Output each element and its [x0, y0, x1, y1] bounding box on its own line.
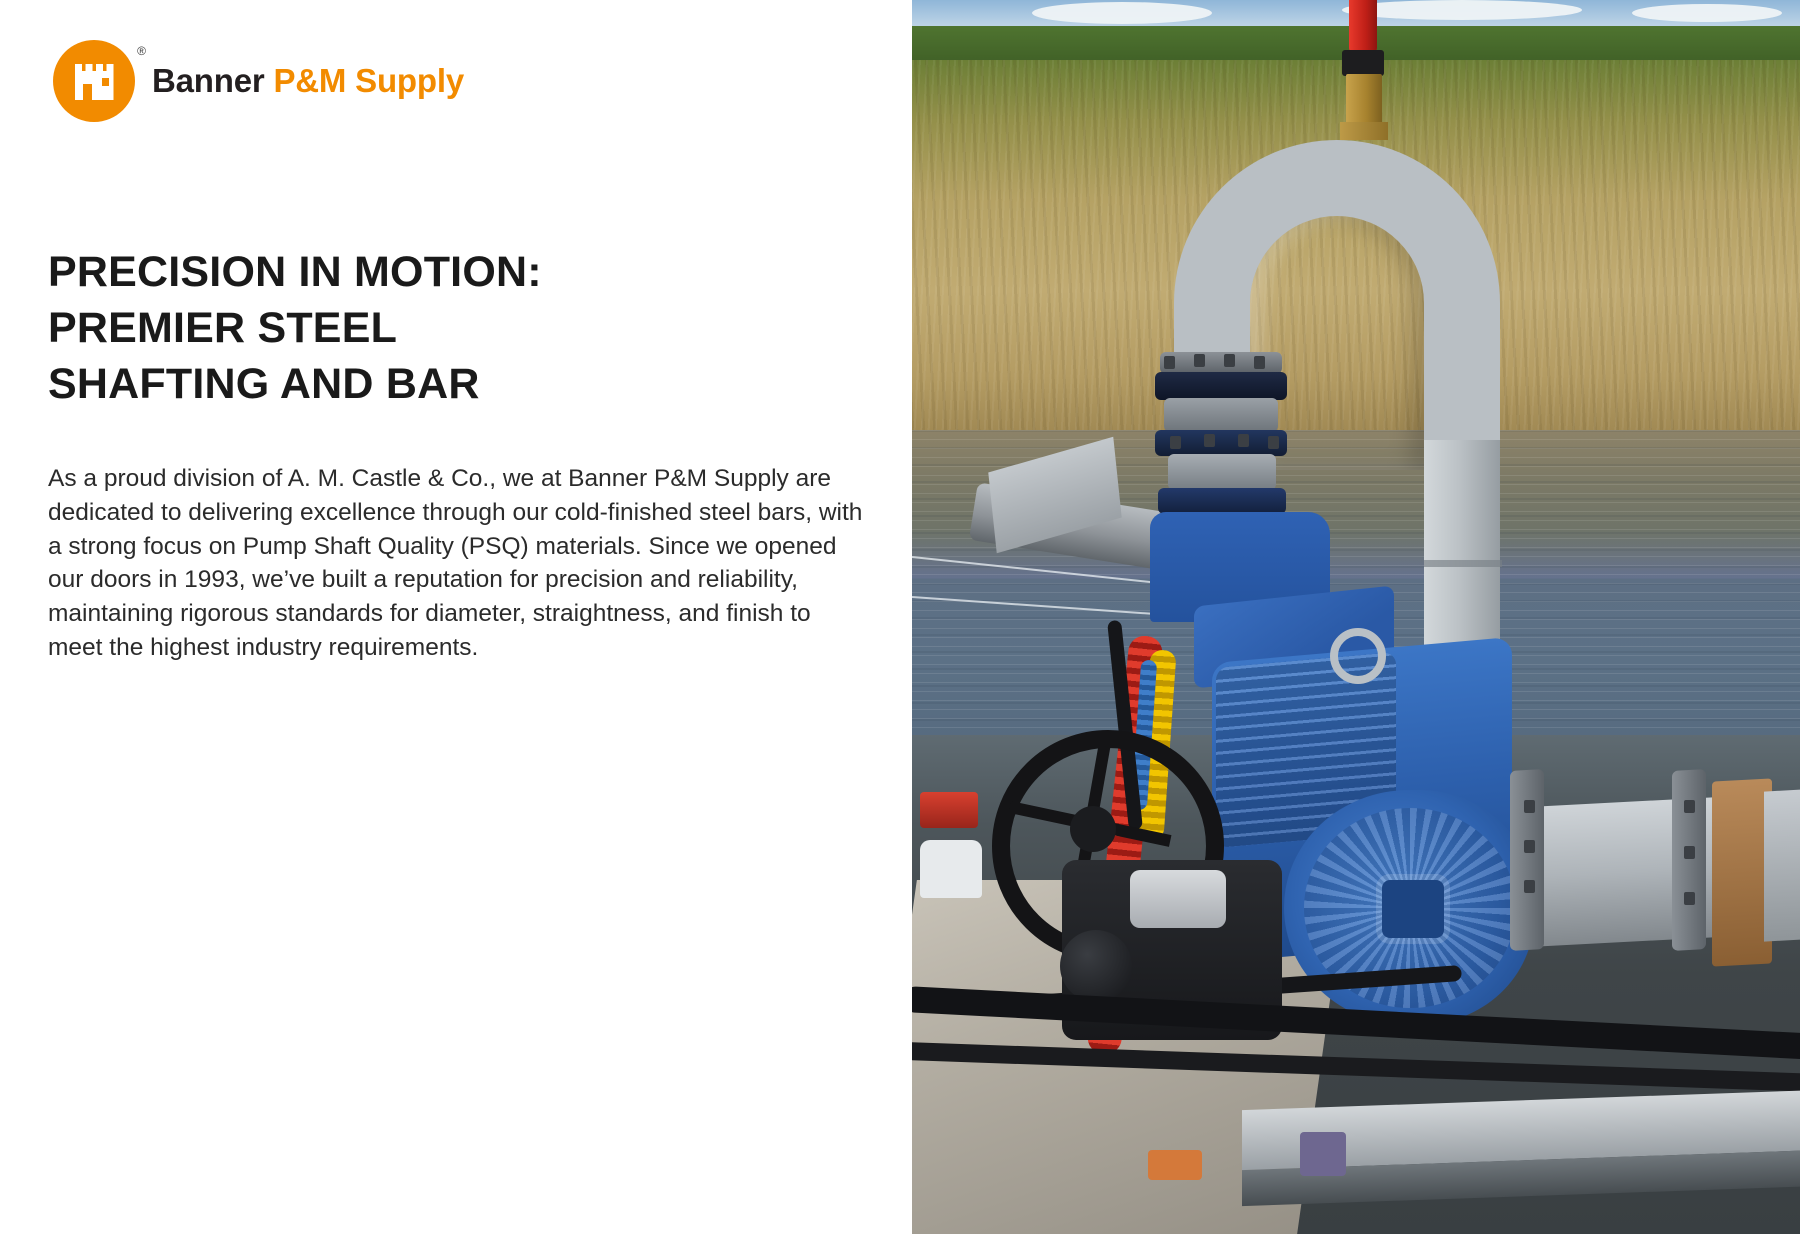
headline-line-1: PRECISION IN MOTION:: [48, 248, 542, 296]
castle-tower-logo-icon: [48, 40, 146, 122]
lifting-eye-bolt-icon: [1330, 628, 1386, 684]
discharge-pipe-flange: [1672, 769, 1706, 951]
discharge-pipe-flange: [1510, 769, 1544, 951]
flange-bolt: [1268, 436, 1279, 449]
flange-bolt: [1684, 800, 1695, 813]
brand-name-secondary: P&M Supply: [273, 62, 464, 99]
valve-collar: [1342, 50, 1384, 76]
actuator-knob[interactable]: [1060, 930, 1132, 1002]
pipe-clamp: [1300, 1132, 1346, 1176]
pipe-flange: [1164, 398, 1278, 432]
flange-bolt: [1254, 356, 1265, 369]
flange-bolt: [1194, 354, 1205, 367]
headline-line-2: PREMIER STEEL: [48, 303, 398, 352]
pipe-clamp: [1148, 1150, 1202, 1180]
flange-bolt: [1164, 356, 1175, 369]
flange-bolt: [1238, 434, 1249, 447]
hero-photo: [912, 0, 1800, 1234]
hand-wheel-hub: [1070, 806, 1116, 852]
pipe-flange: [1158, 488, 1286, 514]
cloud-shape: [1632, 4, 1782, 22]
pipe-flange: [1155, 372, 1287, 400]
cloud-shape: [1032, 2, 1212, 24]
flange-bolt: [1684, 846, 1695, 859]
brass-nut: [1340, 122, 1388, 140]
brand-name-primary: Banner: [152, 62, 265, 99]
intro-paragraph: As a proud division of A. M. Castle & Co., we at Banner P&M Supply are dedicated to delivering excellence through our cold-finished steel bars, with a strong focus on Pump Shaft Quality (PSQ) materials. Since we opened our doors in 1993, we’ve built a reputation for precision and reliability, maintaining rigorous standards for diameter, straightness, and finish to meet the highest industry requirements.: [48, 465, 863, 661]
flange-bolt: [1524, 840, 1535, 853]
red-valve-cap: [1349, 0, 1377, 52]
logo-glyph: [53, 40, 135, 122]
flange-bolt: [1170, 436, 1181, 449]
registered-trademark-mark: ®: [137, 44, 146, 58]
flange-bolt: [1684, 892, 1695, 905]
flange-bolt: [1524, 880, 1535, 893]
motor-fan-hub: [1382, 880, 1444, 938]
pipe-flange: [1168, 454, 1276, 490]
actuator-indicator-dial: [1130, 870, 1226, 928]
headline-line-3: SHAFTING AND BAR: [48, 359, 480, 408]
flange-bolt: [1224, 354, 1235, 367]
white-pvc-elbow: [920, 840, 982, 898]
flange-bolt: [1524, 800, 1535, 813]
flange-bolt: [1204, 434, 1215, 447]
brand-lockup[interactable]: [48, 40, 464, 122]
red-junction-box: [920, 792, 978, 828]
discharge-pipe-end: [1764, 788, 1800, 941]
rusted-flange: [1712, 778, 1772, 966]
pipe-weld-seam: [1424, 560, 1502, 567]
page-title: [48, 245, 808, 413]
brand-wordmark: [152, 62, 464, 100]
cloud-shape: [1342, 0, 1582, 20]
brass-fitting: [1346, 74, 1382, 126]
